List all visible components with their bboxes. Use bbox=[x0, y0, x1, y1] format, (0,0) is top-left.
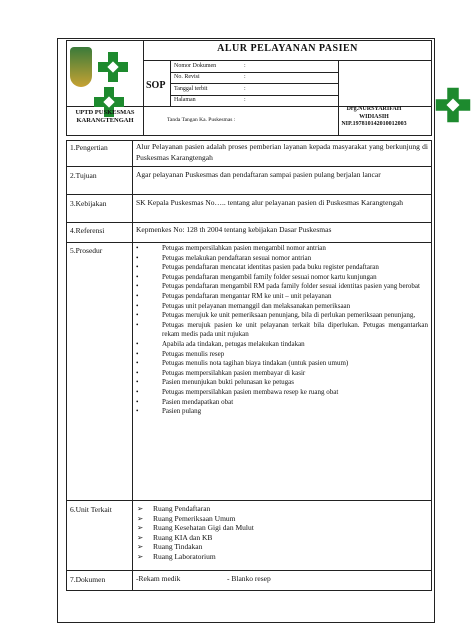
list-item bbox=[136, 340, 428, 350]
bullet-icon: • bbox=[136, 291, 139, 300]
list-item-text: Ruang KIA dan KB bbox=[153, 532, 213, 542]
list-item bbox=[136, 359, 428, 369]
list-item bbox=[136, 388, 428, 398]
section-label-unit: 6.Unit Terkait bbox=[70, 505, 112, 514]
bullet-icon: • bbox=[136, 397, 139, 406]
meta-row-line-1 bbox=[170, 72, 338, 73]
regional-crest-icon bbox=[70, 47, 92, 87]
list-item bbox=[136, 254, 428, 264]
bullet-icon: • bbox=[136, 272, 139, 281]
header-right-border bbox=[431, 40, 432, 135]
list-item bbox=[136, 302, 428, 312]
row-line-3 bbox=[66, 222, 432, 223]
signatory-name: WIDIASIH bbox=[359, 113, 389, 120]
bullet-icon: • bbox=[136, 311, 139, 320]
row-line-4 bbox=[66, 242, 432, 243]
list-item bbox=[137, 533, 254, 543]
list-item-text: Ruang Pendaftaran bbox=[153, 504, 211, 513]
table-left-border bbox=[66, 140, 67, 591]
unit-list bbox=[137, 504, 254, 561]
list-item bbox=[136, 350, 428, 360]
bullet-icon: • bbox=[136, 253, 139, 262]
list-item-text: Petugas merujuk ke unit pemeriksaan penunjang, bila di perlukan pemeriksaan penunjang, bbox=[162, 311, 416, 320]
list-item bbox=[136, 321, 428, 340]
arrow-bullet-icon: ➢ bbox=[137, 551, 144, 561]
meta-value-halaman: : bbox=[244, 97, 246, 103]
arrow-bullet-icon: ➢ bbox=[137, 504, 144, 513]
meta-label-revisi: No. Revisi bbox=[174, 74, 200, 80]
prosedur-list bbox=[136, 244, 428, 417]
list-item-text: Petugas melakukan pendaftaran sesuai nomor antrian bbox=[162, 253, 312, 262]
list-item-text: Apabila ada tindakan, petugas melakukan tindakan bbox=[162, 339, 305, 348]
list-item-text: Petugas unit pelayanan memanggil dan melaksanakan pemeriksaan bbox=[162, 301, 351, 310]
puskesmas-cross-icon bbox=[98, 52, 128, 82]
section-text-pengertian: Alur Pelayanan pasien adalah proses pemberian layanan kepada masyarakat yang berkunjung di Puskesmas Karangtengah bbox=[136, 142, 428, 162]
meta-value-revisi: : bbox=[244, 74, 246, 80]
list-item bbox=[136, 282, 428, 292]
bullet-icon: • bbox=[136, 263, 139, 272]
section-label-dokumen: 7.Dokumen bbox=[70, 575, 106, 584]
dokumen-item-2: - Blanko resep bbox=[227, 574, 271, 583]
list-item-text: Petugas mempersilahkan pasien mengambil nomor antrian bbox=[162, 244, 326, 252]
section-label-prosedur: 5.Prosedur bbox=[70, 246, 103, 255]
header-title-divider bbox=[143, 60, 431, 61]
table-col-divider bbox=[132, 140, 133, 591]
list-item bbox=[136, 369, 428, 379]
list-item-text: Petugas pendaftaran mencatat identitas pasien pada buku register pendaftaran bbox=[162, 263, 379, 272]
header-divider-logo bbox=[143, 40, 144, 135]
bullet-icon: • bbox=[136, 349, 139, 358]
bullet-icon: • bbox=[136, 368, 139, 377]
meta-label-tanggal: Tanggal terbit bbox=[174, 86, 208, 92]
document-title: ALUR PELAYANAN PASIEN bbox=[217, 43, 358, 54]
signatory-title: Drg.NURSYARIFAH bbox=[346, 106, 402, 112]
signatory-block bbox=[338, 106, 410, 129]
list-item-text: Petugas menulis resep bbox=[162, 349, 225, 358]
bullet-icon: • bbox=[136, 301, 139, 310]
list-item bbox=[136, 311, 428, 321]
arrow-bullet-icon: ➢ bbox=[137, 513, 144, 523]
bullet-icon: • bbox=[136, 407, 139, 416]
row-line-2 bbox=[66, 194, 432, 195]
bullet-icon: • bbox=[136, 387, 139, 396]
section-label-tujuan: 2.Tujuan bbox=[70, 171, 97, 180]
header-bottom-border bbox=[66, 135, 432, 136]
list-item-text: Petugas merujuk pasien ke unit pelayanan terkait bila diperlukan. Petugas mengantarkan rekam medis pada unit rujukan bbox=[162, 320, 428, 339]
meta-row-line-3 bbox=[170, 95, 338, 96]
list-item-text: Ruang Pemeriksaan Umum bbox=[153, 513, 236, 523]
list-item-text: Petugas pendaftaran mengantar RM ke unit – unit pelayanan bbox=[162, 291, 332, 300]
meta-value-nomor: : bbox=[244, 63, 246, 69]
list-item-text: Petugas pendaftaran mengambil RM pada family folder sesuai identitas pasien yang berobat bbox=[162, 282, 420, 291]
section-text-kebijakan: SK Kepala Puskesmas No….. tentang alur pelayanan pasien di Puskesmas Karangtengah bbox=[136, 198, 404, 207]
row-line-5 bbox=[66, 500, 432, 501]
list-item bbox=[137, 514, 254, 524]
bullet-icon: • bbox=[136, 244, 139, 252]
sop-label: SOP bbox=[146, 80, 166, 91]
list-item-text: Ruang Laboratorium bbox=[153, 551, 216, 561]
header-top-border bbox=[66, 40, 432, 41]
org-line-2: KARANGTENGAH bbox=[76, 117, 134, 124]
list-item bbox=[136, 244, 428, 254]
row-line-top bbox=[66, 140, 432, 141]
arrow-bullet-icon: ➢ bbox=[137, 523, 144, 532]
list-item bbox=[137, 542, 254, 552]
meta-row-line-2 bbox=[170, 83, 338, 84]
organization-name bbox=[67, 109, 143, 125]
section-label-kebijakan: 3.Kebijakan bbox=[70, 199, 107, 208]
list-item-text: Pasien menunjukan bukti pelunasan ke petugas bbox=[162, 378, 294, 387]
bullet-icon: • bbox=[136, 378, 139, 387]
list-item-text: Pasien pulang bbox=[162, 407, 202, 416]
list-item bbox=[136, 263, 428, 273]
arrow-bullet-icon: ➢ bbox=[137, 532, 144, 542]
arrow-bullet-icon: ➢ bbox=[137, 542, 144, 551]
list-item bbox=[136, 378, 428, 388]
row-line-1 bbox=[66, 166, 432, 167]
section-text-tujuan: Agar pelayanan Puskesmas dan pendaftaran sampai pasien pulang berjalan lancar bbox=[136, 170, 381, 179]
dokumen-item-1: -Rekam medik bbox=[136, 574, 181, 583]
list-item-text: Petugas pendaftaran mengambil family folder sesuai nomor kartu kunjungan bbox=[162, 272, 377, 281]
list-item bbox=[136, 407, 428, 417]
list-item bbox=[137, 504, 254, 514]
section-text-referensi: Kepmenkes No: 128 th 2004 tentang kebijakan Dasar Puskesmas bbox=[136, 225, 332, 234]
bullet-icon: • bbox=[136, 359, 139, 368]
meta-label-nomor: Nomor Dokumen bbox=[174, 63, 217, 69]
list-item bbox=[137, 552, 254, 562]
list-item-text: Petugas mempersilahkan pasien membayar di kasir bbox=[162, 368, 306, 377]
list-item bbox=[136, 292, 428, 302]
list-item bbox=[136, 273, 428, 283]
list-item bbox=[137, 523, 254, 533]
org-line-1: UPTD PUSKESMAS bbox=[75, 109, 135, 116]
bullet-icon: • bbox=[136, 339, 139, 348]
list-item bbox=[136, 398, 428, 408]
meta-label-halaman: Halaman bbox=[174, 97, 196, 103]
bullet-icon: • bbox=[136, 320, 139, 329]
list-item-text: Pasien mendapatkan obat bbox=[162, 397, 234, 406]
signatory-nip: NIP.197810142010012003 bbox=[341, 121, 407, 127]
signature-label: Tanda Tangan Ka. Puskesmas : bbox=[167, 117, 236, 123]
list-item-text: Ruang Tindakan bbox=[153, 542, 203, 551]
section-label-referensi: 4.Referensi bbox=[70, 226, 105, 235]
list-item-text: Petugas menulis nota tagihan biaya tindakan (untuk pasien umum) bbox=[162, 359, 349, 368]
list-item-text: Petugas mempersilahkan pasien membawa resep ke ruang obat bbox=[162, 387, 339, 396]
puskesmas-cross-icon bbox=[436, 88, 471, 123]
row-line-7 bbox=[66, 590, 432, 591]
section-label-pengertian: 1.Pengertian bbox=[70, 143, 108, 152]
row-line-6 bbox=[66, 570, 432, 571]
meta-value-tanggal: : bbox=[244, 86, 246, 92]
list-item-text: Ruang Kesehatan Gigi dan Mulut bbox=[153, 523, 254, 532]
table-right-border bbox=[431, 140, 432, 591]
bullet-icon: • bbox=[136, 282, 139, 291]
